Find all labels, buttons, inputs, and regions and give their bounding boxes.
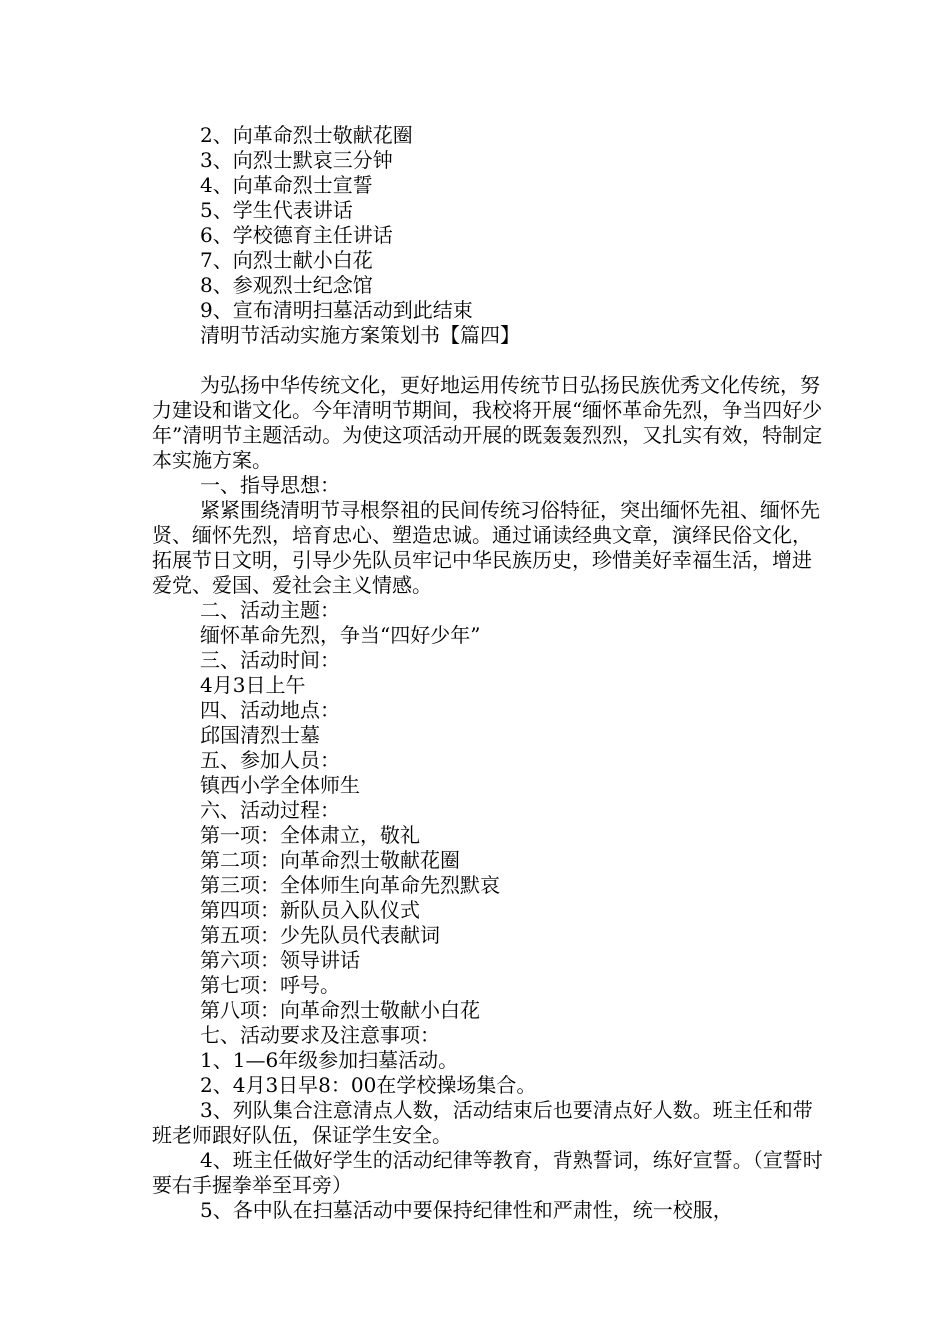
process-item: 第四项：新队员入队仪式 bbox=[200, 898, 420, 922]
process-item: 第五项：少先队员代表献词 bbox=[200, 923, 440, 947]
place-heading: 四、活动地点： bbox=[200, 698, 340, 722]
intro-paragraph: 为弘扬中华传统文化，更好地运用传统节日弘扬民族优秀文化传统，努力建设和谐文化。今年清明节期间，我校将开展“缅怀革命先烈，争当四好少年”清明节主题活动。为使这项活动开展的既轰轰烈烈，又扎实有效，特制定本实施方案。 bbox=[152, 373, 823, 472]
list-item: 8、参观烈士纪念馆 bbox=[200, 273, 373, 297]
list-item: 9、宣布清明扫墓活动到此结束 bbox=[200, 298, 473, 322]
process-item: 第八项：向革命烈士敬献小白花 bbox=[200, 998, 480, 1022]
place-value: 邱国清烈士墓 bbox=[200, 723, 320, 747]
time-value: 4月3日上午 bbox=[200, 673, 306, 697]
list-item: 4、向革命烈士宣誓 bbox=[200, 173, 373, 197]
requirement-item: 1、1—6年级参加扫墓活动。 bbox=[200, 1048, 459, 1072]
requirements-heading: 七、活动要求及注意事项： bbox=[200, 1023, 440, 1047]
process-item: 第七项：呼号。 bbox=[200, 973, 340, 997]
process-heading: 六、活动过程： bbox=[200, 798, 340, 822]
process-item: 第一项：全体肃立，敬礼 bbox=[200, 823, 420, 847]
time-heading: 三、活动时间： bbox=[200, 648, 340, 672]
requirement-item: 4、班主任做好学生的活动纪律等教育，背熟誓词，练好宣誓。（宣誓时要右手握拳举至耳旁） bbox=[152, 1148, 823, 1197]
list-item: 3、向烈士默哀三分钟 bbox=[200, 148, 393, 172]
theme-value: 缅怀革命先烈，争当“四好少年” bbox=[200, 623, 481, 647]
list-item: 2、向革命烈士敬献花圈 bbox=[200, 123, 413, 147]
process-item: 第三项：全体师生向革命先烈默哀 bbox=[200, 873, 500, 897]
requirement-item: 5、各中队在扫墓活动中要保持纪律性和严肃性，统一校服， bbox=[200, 1198, 733, 1222]
guiding-paragraph: 紧紧围绕清明节寻根祭祖的民间传统习俗特征，突出缅怀先祖、缅怀先贤、缅怀先烈，培育忠心、塑造忠诚。通过诵读经典文章，演绎民俗文化，拓展节日文明，引导少先队员牢记中华民族历史，珍惜美好幸福生活，增进爱党、爱国、爱社会主义情感。 bbox=[152, 498, 820, 597]
list-item: 5、学生代表讲话 bbox=[200, 198, 353, 222]
process-item: 第六项：领导讲话 bbox=[200, 948, 360, 972]
theme-heading: 二、活动主题： bbox=[200, 598, 340, 622]
section-title: 清明节活动实施方案策划书【篇四】 bbox=[200, 323, 520, 347]
process-item: 第二项：向革命烈士敬献花圈 bbox=[200, 848, 460, 872]
participants-value: 镇西小学全体师生 bbox=[200, 773, 360, 797]
participants-heading: 五、参加人员： bbox=[200, 748, 340, 772]
guiding-heading: 一、指导思想： bbox=[200, 473, 340, 497]
requirement-item: 3、列队集合注意清点人数，活动结束后也要清点好人数。班主任和带班老师跟好队伍，保证学生安全。 bbox=[152, 1098, 813, 1147]
requirement-item: 2、4月3日早8：00在学校操场集合。 bbox=[200, 1073, 537, 1097]
list-item: 7、向烈士献小白花 bbox=[200, 248, 373, 272]
list-item: 6、学校德育主任讲话 bbox=[200, 223, 393, 247]
